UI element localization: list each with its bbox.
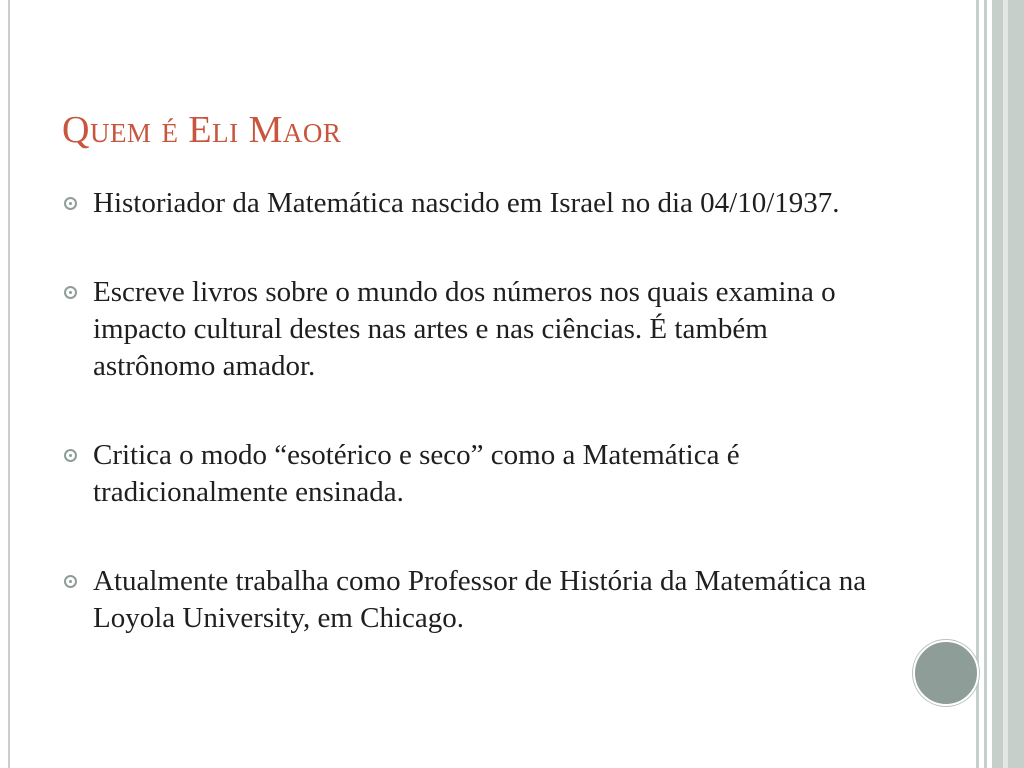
bullet-list (64, 185, 884, 637)
bullet-text: Historiador da Matemática nascido em Israel no dia 04/10/1937. (93, 187, 840, 219)
ring-bullet-icon (64, 449, 77, 462)
circle-decoration (913, 640, 979, 706)
slide-title: Quem é Eli Maor (62, 109, 342, 151)
right-stripe (992, 0, 1003, 768)
bullet-text: Escreve livros sobre o mundo dos números nos quais examina o impacto cultural destes nas artes e nas ciências. É também astrônomo amador. (93, 276, 836, 382)
right-stripe (1008, 0, 1024, 768)
right-stripe (976, 0, 979, 768)
bullet-item (64, 563, 884, 637)
bullet-item (64, 185, 884, 222)
bullet-text: Critica o modo “esotérico e seco” como a Matemática é tradicionalmente ensinada. (93, 439, 740, 508)
ring-bullet-icon (64, 197, 77, 210)
right-stripe (984, 0, 987, 768)
bullet-item (64, 437, 884, 511)
ring-bullet-icon (64, 575, 77, 588)
left-border-line (8, 0, 10, 768)
bullet-item (64, 274, 884, 385)
ring-bullet-icon (64, 286, 77, 299)
bullet-text: Atualmente trabalha como Professor de História da Matemática na Loyola University, em Chicago. (93, 565, 867, 634)
